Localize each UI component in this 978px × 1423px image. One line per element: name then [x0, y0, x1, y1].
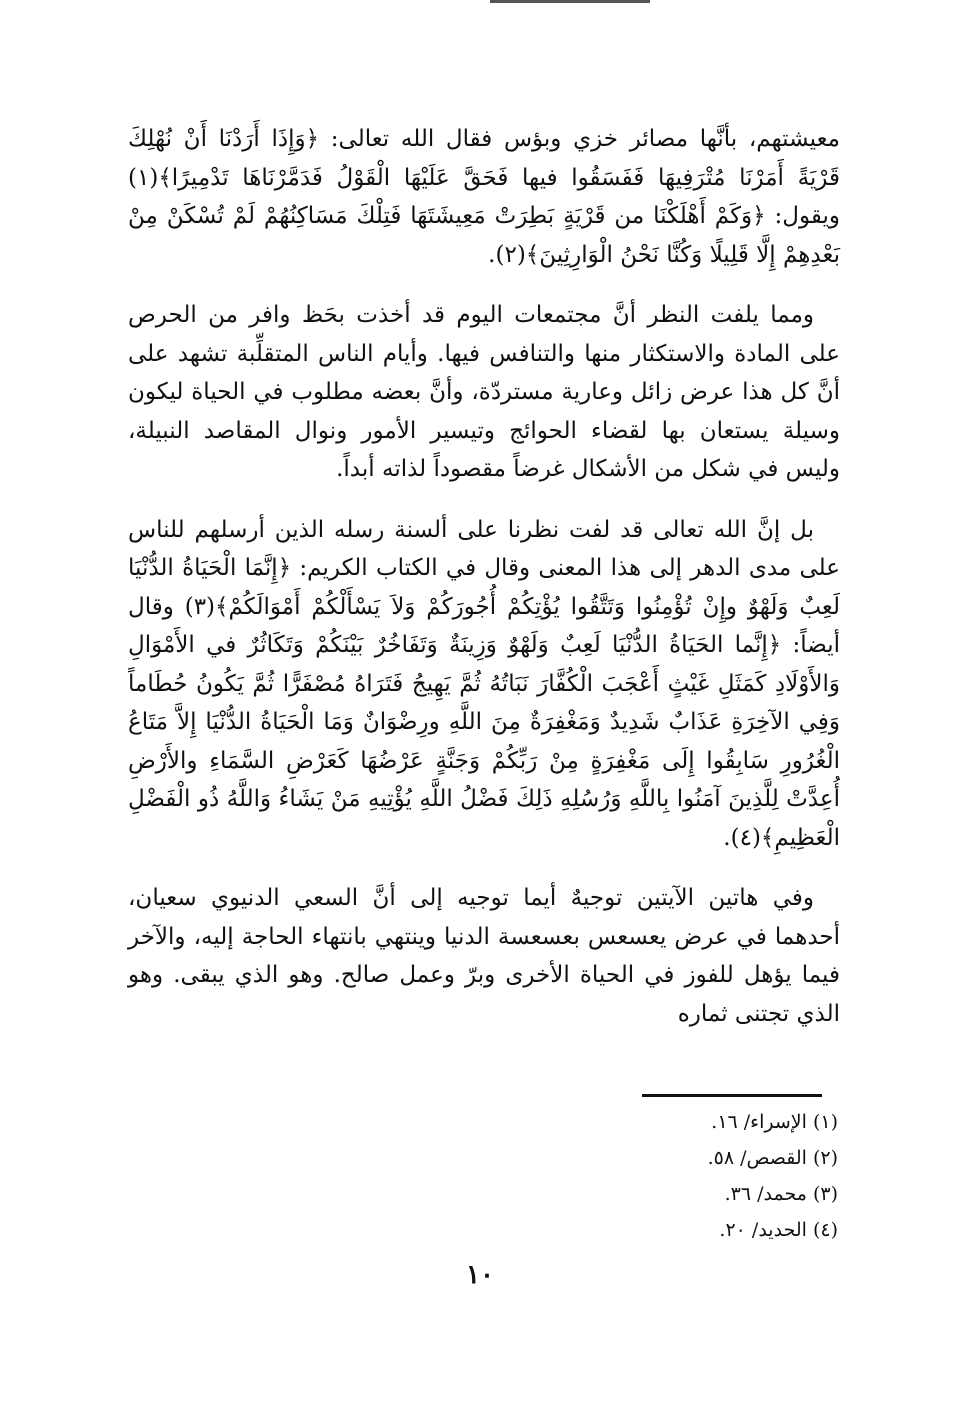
footnote-4: (٤) الحديد/ ٢٠.: [719, 1219, 838, 1241]
footnote-2: (٢) القصص/ ٥٨.: [707, 1147, 838, 1169]
footnote-1: (١) الإسراء/ ١٦.: [711, 1111, 838, 1133]
paragraph-2: ومما يلفت النظر أنَّ مجتمعات اليوم قد أخذت بحَظ وافر من الحرص على المادة والاستكثار منها والتنافس فيها. وأيام الناس المتقلِّبة تشهد على أنَّ كل هذا عرض زائل وعارية مستردّة، وأنَّ بعضه مطلوب في الحياة ليكون وسيلة يستعان بها لقضاء الحوائج وتيسير الأمور ونوال المقاصد النبيلة، وليس في شكل من الأشكال غرضاً مقصوداً لذاته أبداً.: [128, 302, 840, 482]
footnote-separator: [642, 1094, 822, 1097]
footnotes-list: [560, 1104, 838, 1248]
footnote-3: (٣) محمد/ ٣٦.: [724, 1183, 838, 1205]
paragraph-1: معيشتهم، بأنَّها مصائر خزي وبؤس فقال الله تعالى: ﴿وَإِذَا أَرَدْنَا أَنْ نُهْلِكَ قَرْيَةً أَمَرْنَا مُتْرَفِيهَا فَفَسَقُوا فيها فَحَقَّ عَلَيْهَا الْقَوْلُ فَدَمَّرْنَاهَا تَدْمِيرًا﴾(١) ويقول: ﴿وَكَمْ أَهْلَكْنَا من قَرْيَةٍ بَطِرَتْ مَعِيشَتَهَا فَتِلْكَ مَسَاكِنُهُمْ لَمْ تُسْكَنْ مِنْ بَعْدِهِمْ إِلَّا قَلِيلًا وَكُنَّا نَحْنُ الْوَارِثِينَ﴾(٢).: [128, 126, 840, 268]
paragraph-4: وفي هاتين الآيتين توجيهٌ أيما توجيه إلى أنَّ السعي الدنيوي سعيان، أحدهما في عرض يعسعس بعسعسة الدنيا وينتهي بانتهاء الحاجة إليه، والآخر فيما يؤهل للفوز في الحياة الأخرى وبرّ وعمل صالح. وهو الذي يبقى. وهو الذي تجتنى ثماره: [128, 885, 840, 1027]
page-number: ١٠: [466, 1260, 494, 1290]
paragraph-3: بل إنَّ الله تعالى قد لفت نظرنا على ألسنة رسله الذين أرسلهم للناس على مدى الدهر إلى هذا المعنى وقال في الكتاب الكريم: ﴿إِنَّمَا الْحَيَاةُ الدُّنْيَا لَعِبٌ وَلَهْوٌ وإِنْ تُؤْمِنُوا وَتَتَّقُوا يُؤْتِكُمْ أُجُورَكُمْ وَلاَ يَسْأَلْكُمْ أَمْوَالَكُمْ﴾(٣) وقال أيضاً: ﴿إِنَّما الحَيَاةُ الدُّنْيَا لَعِبٌ وَلَهْوٌ وَزِينَةٌ وَتَفَاخُرٌ بَيْنَكُمْ وَتَكَاثُرٌ في الأَمْوَالِ وَالأَوْلَادِ كَمَثَلِ غَيْثٍ أَعْجَبَ الْكُفَّارَ نَبَاتُهُ ثُمَّ يَهِيجُ فَتَرَاهُ مُصْفَرًّا ثُمَّ يَكُونُ حُطَاماً وَفِي الآخِرَةِ عَذَابٌ شَدِيدٌ وَمَغْفِرَةٌ مِنَ اللَّهِ ورِضْوَانٌ وَمَا الْحَيَاةُ الدُّنْيَا إِلاَّ مَتَاعُ الْغُرُورِ سَابِقُوا إِلَى مَغْفِرَةٍ مِنْ رَبِّكُمْ وَجَنَّةٍ عَرْضُهَا كَعَرْضِ السَّمَاءِ والأَرْضِ أُعِدَّتْ لِلَّذِينَ آمَنُوا بِاللَّهِ وَرُسُلِهِ ذَلِكَ فَضْلُ اللَّهِ يُؤْتِيهِ مَنْ يَشَاءُ وَاللَّهُ ذُو الْفَضْلِ الْعَظِيمِ﴾(٤).: [128, 516, 841, 851]
body-text: [128, 120, 840, 1055]
header-rule: [490, 0, 650, 3]
